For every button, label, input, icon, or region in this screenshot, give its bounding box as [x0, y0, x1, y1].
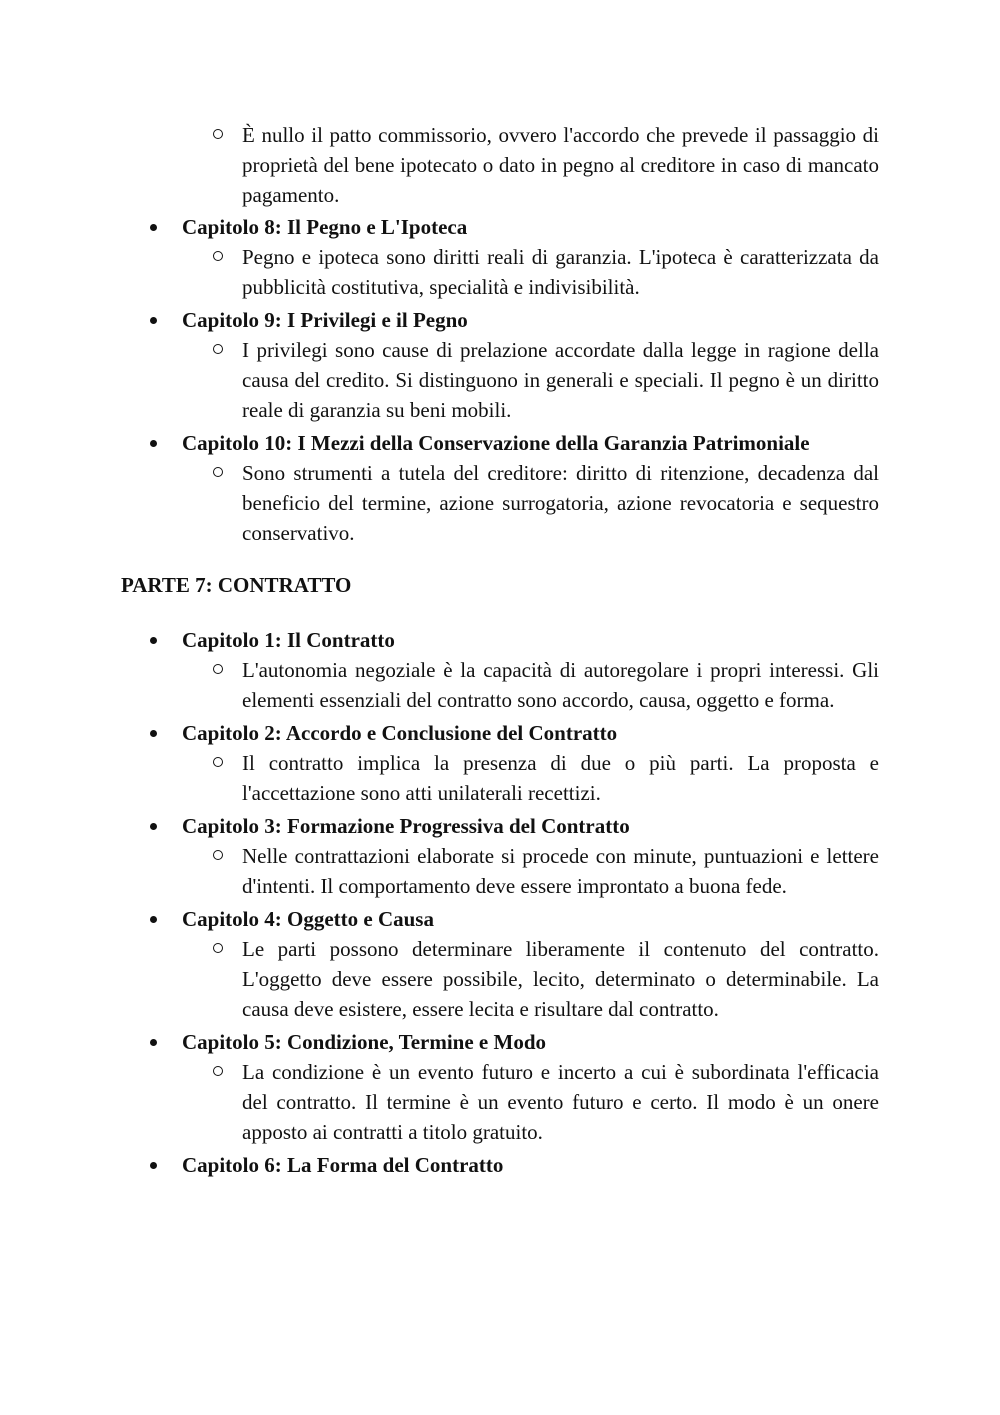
list-item [0, 904, 1000, 1024]
chapter-heading [0, 1150, 1000, 1180]
list-item [0, 1027, 1000, 1147]
sub-item [242, 934, 879, 1024]
chapter-heading [0, 718, 1000, 748]
sub-item-text: Le parti possono determinare liberamente il contenuto del contratto. L'oggetto deve essere possibile, lecito, determinato o determinabile. La causa deve esistere, essere lecita e risultare dal contratto. [242, 937, 879, 1021]
bullet-icon [150, 1039, 157, 1046]
sub-item-text: La condizione è un evento futuro e incerto a cui è subordinata l'efficacia del contratto. Il termine è un evento futuro e certo. Il modo è un onere apposto ai contratti a titolo gratuito. [242, 1060, 879, 1144]
sub-item [242, 120, 879, 210]
hollow-circle-icon [213, 129, 223, 139]
sub-item-text: L'autonomia negoziale è la capacità di autoregolare i propri interessi. Gli elementi essenziali del contratto sono accordo, causa, oggetto e forma. [242, 658, 879, 712]
part-heading: PARTE 7: CONTRATTO [121, 573, 352, 597]
sub-item [242, 335, 879, 425]
chapter-title: Capitolo 6: La Forma del Contratto [182, 1153, 504, 1177]
sub-item [242, 748, 879, 808]
bullet-icon [150, 440, 157, 447]
list-item [0, 1150, 1000, 1180]
chapter-heading [0, 904, 1000, 934]
sub-item-text: È nullo il patto commissorio, ovvero l'accordo che prevede il passaggio di proprietà del bene ipotecato o dato in pegno al creditore in caso di mancato pagamento. [242, 123, 879, 207]
list-item [0, 625, 1000, 715]
list-item [0, 428, 1000, 548]
hollow-circle-icon [213, 943, 223, 953]
chapter-title: Capitolo 5: Condizione, Termine e Modo [182, 1030, 547, 1054]
chapter-heading [0, 305, 1000, 335]
chapter-heading [0, 625, 1000, 655]
hollow-circle-icon [213, 664, 223, 674]
chapter-title: Capitolo 4: Oggetto e Causa [182, 907, 434, 931]
chapter-title: Capitolo 9: I Privilegi e il Pegno [182, 308, 468, 332]
hollow-circle-icon [213, 251, 223, 261]
chapter-title: Capitolo 1: Il Contratto [182, 628, 395, 652]
sub-item [242, 1057, 879, 1147]
sub-item-text: Sono strumenti a tutela del creditore: diritto di ritenzione, decadenza dal beneficio del termine, azione surrogatoria, azione revocatoria e sequestro conservativo. [242, 461, 879, 545]
sub-item [242, 242, 879, 302]
hollow-circle-icon [213, 757, 223, 767]
chapter-title: Capitolo 3: Formazione Progressiva del Contratto [182, 814, 630, 838]
sub-item [242, 458, 879, 548]
hollow-circle-icon [213, 1066, 223, 1076]
list-item [0, 305, 1000, 425]
list-item [0, 212, 1000, 302]
hollow-circle-icon [213, 467, 223, 477]
list-item [0, 718, 1000, 808]
chapter-title: Capitolo 10: I Mezzi della Conservazione della Garanzia Patrimoniale [182, 431, 810, 455]
chapter-heading [0, 428, 1000, 458]
bullet-icon [150, 916, 157, 923]
hollow-circle-icon [213, 344, 223, 354]
sub-item [242, 841, 879, 901]
section-a-list [0, 212, 1000, 548]
list-item [0, 811, 1000, 901]
bullet-icon [150, 730, 157, 737]
top-continuation [0, 120, 1000, 210]
sub-item-text: Pegno e ipoteca sono diritti reali di garanzia. L'ipoteca è caratterizzata da pubblicità costitutiva, specialità e indivisibilità. [242, 245, 879, 299]
chapter-heading [0, 212, 1000, 242]
sub-item-text: Il contratto implica la presenza di due o più parti. La proposta e l'accettazione sono atti unilaterali recettizi. [242, 751, 879, 805]
section-b-list [0, 625, 1000, 1180]
hollow-circle-icon [213, 850, 223, 860]
sub-item-text: Nelle contrattazioni elaborate si procede con minute, puntuazioni e lettere d'intenti. Il comportamento deve essere improntato a buona fede. [242, 844, 879, 898]
bullet-icon [150, 1162, 157, 1169]
chapter-heading [0, 811, 1000, 841]
bullet-icon [150, 317, 157, 324]
chapter-title: Capitolo 2: Accordo e Conclusione del Contratto [182, 721, 618, 745]
chapter-title: Capitolo 8: Il Pegno e L'Ipoteca [182, 215, 468, 239]
chapter-heading [0, 1027, 1000, 1057]
sub-item-text: I privilegi sono cause di prelazione accordate dalla legge in ragione della causa del credito. Si distinguono in generali e speciali. Il pegno è un diritto reale di garanzia su beni mobili. [242, 338, 879, 422]
sub-item [242, 655, 879, 715]
bullet-icon [150, 637, 157, 644]
bullet-icon [150, 823, 157, 830]
bullet-icon [150, 224, 157, 231]
